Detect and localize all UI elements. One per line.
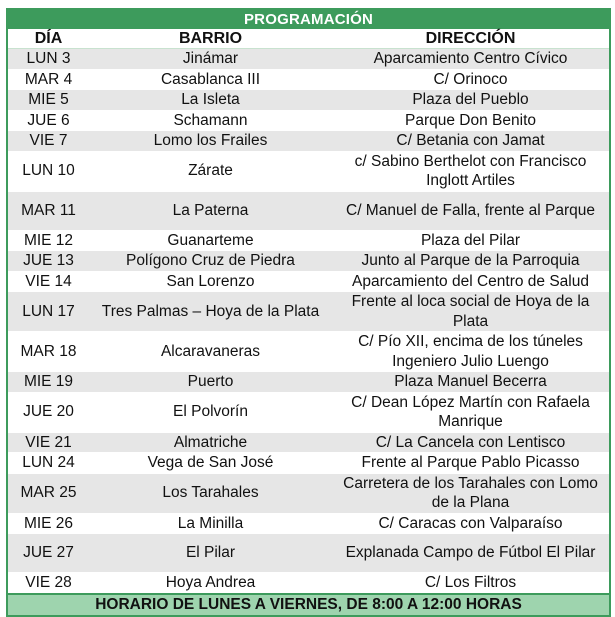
cell-dia: JUE 6 <box>7 110 89 131</box>
cell-direccion: Parque Don Benito <box>332 110 610 131</box>
cell-dia: MIE 26 <box>7 513 89 534</box>
cell-direccion: Junto al Parque de la Parroquia <box>332 251 610 272</box>
table-row <box>7 90 610 111</box>
cell-dia: JUE 13 <box>7 251 89 272</box>
cell-direccion: Plaza del Pilar <box>332 230 610 251</box>
cell-direccion: C/ La Cancela con Lentisco <box>332 432 610 453</box>
table-row <box>7 151 610 191</box>
table-row <box>7 392 610 432</box>
cell-dia: MIE 12 <box>7 230 89 251</box>
cell-barrio: Almatriche <box>89 432 332 453</box>
cell-barrio: San Lorenzo <box>89 271 332 292</box>
table-row <box>7 453 610 474</box>
cell-barrio: Casablanca III <box>89 69 332 90</box>
cell-direccion: Plaza Manuel Becerra <box>332 372 610 393</box>
title-row <box>7 9 610 29</box>
header-row <box>7 29 610 49</box>
cell-barrio: Alcaravaneras <box>89 332 332 372</box>
cell-dia: LUN 24 <box>7 453 89 474</box>
schedule-table <box>6 8 611 617</box>
cell-barrio: Vega de San José <box>89 453 332 474</box>
cell-direccion: C/ Orinoco <box>332 69 610 90</box>
table-row <box>7 372 610 393</box>
cell-direccion: Plaza del Pueblo <box>332 90 610 111</box>
cell-barrio: Guanarteme <box>89 230 332 251</box>
cell-dia: MAR 11 <box>7 191 89 230</box>
schedule-rows <box>7 49 610 594</box>
cell-dia: MAR 18 <box>7 332 89 372</box>
table-row <box>7 513 610 534</box>
cell-direccion: Explanada Campo de Fútbol El Pilar <box>332 534 610 573</box>
cell-direccion: Frente al loca social de Hoya de la Plata <box>332 292 610 332</box>
table-title: PROGRAMACIÓN <box>7 9 610 29</box>
cell-direccion: Carretera de los Tarahales con Lomo de la Plana <box>332 473 610 513</box>
table-row <box>7 230 610 251</box>
cell-direccion: C/ Los Filtros <box>332 573 610 594</box>
cell-barrio: Jinámar <box>89 49 332 70</box>
cell-dia: JUE 27 <box>7 534 89 573</box>
cell-barrio: La Paterna <box>89 191 332 230</box>
column-header-direccion: DIRECCIÓN <box>332 29 610 49</box>
cell-dia: MAR 4 <box>7 69 89 90</box>
schedule-footer: HORARIO DE LUNES A VIERNES, DE 8:00 A 12:00 HORAS <box>7 594 610 616</box>
footer-row <box>7 594 610 616</box>
cell-dia: LUN 17 <box>7 292 89 332</box>
cell-barrio: Tres Palmas – Hoya de la Plata <box>89 292 332 332</box>
cell-direccion: Aparcamiento del Centro de Salud <box>332 271 610 292</box>
table-row <box>7 432 610 453</box>
cell-barrio: Polígono Cruz de Piedra <box>89 251 332 272</box>
cell-barrio: Lomo los Frailes <box>89 131 332 152</box>
cell-barrio: El Pilar <box>89 534 332 573</box>
cell-dia: MIE 5 <box>7 90 89 111</box>
column-header-dia: DÍA <box>7 29 89 49</box>
cell-barrio: Zárate <box>89 151 332 191</box>
cell-dia: VIE 14 <box>7 271 89 292</box>
table-row <box>7 69 610 90</box>
cell-dia: VIE 28 <box>7 573 89 594</box>
cell-dia: VIE 21 <box>7 432 89 453</box>
table-row <box>7 110 610 131</box>
cell-dia: MIE 19 <box>7 372 89 393</box>
cell-dia: VIE 7 <box>7 131 89 152</box>
schedule-container <box>6 8 609 617</box>
cell-direccion: C/ Caracas con Valparaíso <box>332 513 610 534</box>
cell-dia: LUN 3 <box>7 49 89 70</box>
table-row <box>7 131 610 152</box>
table-row <box>7 251 610 272</box>
cell-direccion: C/ Manuel de Falla, frente al Parque <box>332 191 610 230</box>
table-row <box>7 473 610 513</box>
table-row <box>7 534 610 573</box>
cell-direccion: c/ Sabino Berthelot con Francisco Inglott Artiles <box>332 151 610 191</box>
table-row <box>7 332 610 372</box>
column-header-barrio: BARRIO <box>89 29 332 49</box>
cell-direccion: C/ Betania con Jamat <box>332 131 610 152</box>
cell-dia: LUN 10 <box>7 151 89 191</box>
cell-barrio: El Polvorín <box>89 392 332 432</box>
table-row <box>7 49 610 70</box>
table-row <box>7 292 610 332</box>
cell-barrio: Puerto <box>89 372 332 393</box>
cell-direccion: Aparcamiento Centro Cívico <box>332 49 610 70</box>
cell-barrio: Los Tarahales <box>89 473 332 513</box>
cell-direccion: C/ Dean López Martín con Rafaela Manrique <box>332 392 610 432</box>
cell-direccion: Frente al Parque Pablo Picasso <box>332 453 610 474</box>
cell-barrio: Hoya Andrea <box>89 573 332 594</box>
cell-direccion: C/ Pío XII, encima de los túneles Ingeniero Julio Luengo <box>332 332 610 372</box>
cell-barrio: La Minilla <box>89 513 332 534</box>
cell-barrio: La Isleta <box>89 90 332 111</box>
table-row <box>7 271 610 292</box>
cell-dia: JUE 20 <box>7 392 89 432</box>
cell-barrio: Schamann <box>89 110 332 131</box>
table-row <box>7 573 610 594</box>
table-row <box>7 191 610 230</box>
cell-dia: MAR 25 <box>7 473 89 513</box>
